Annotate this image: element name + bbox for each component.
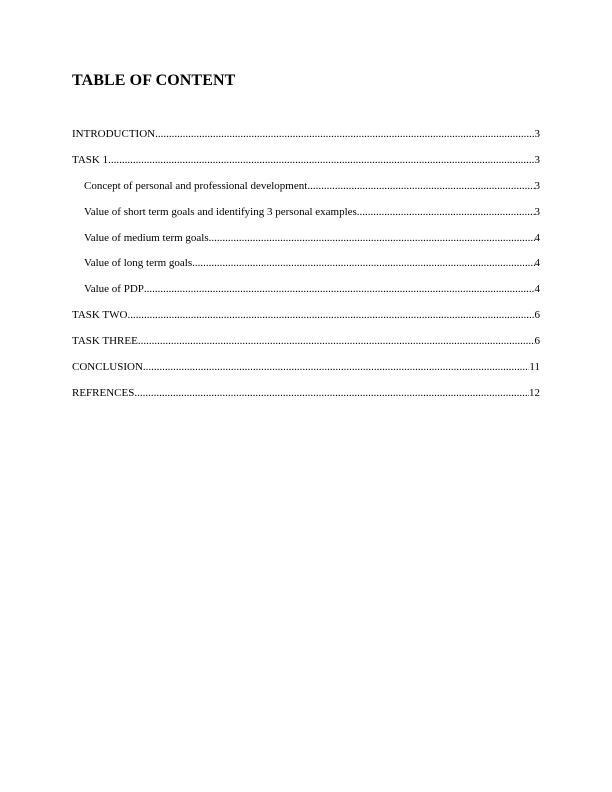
toc-entry-page: 4 — [534, 231, 540, 244]
toc-entry[interactable] — [72, 308, 540, 334]
toc-entry[interactable] — [72, 334, 540, 360]
toc-entry-label: TASK THREE — [72, 335, 138, 348]
toc-entry-page: 6 — [534, 335, 540, 348]
toc-dot-leader — [108, 153, 534, 167]
toc-entry-label: Value of medium term goals — [84, 231, 209, 244]
toc-dot-leader — [138, 334, 535, 348]
toc-entry[interactable] — [72, 282, 540, 308]
toc-entry[interactable] — [72, 127, 540, 153]
toc-entry[interactable] — [72, 179, 540, 205]
toc-entry-page: 3 — [534, 205, 540, 218]
toc-dot-leader — [143, 360, 530, 374]
toc-dot-leader — [144, 282, 535, 296]
toc-dot-leader — [155, 127, 534, 141]
toc-entry-label: Concept of personal and professional development — [84, 179, 308, 192]
toc-entry-page: 4 — [534, 283, 540, 296]
toc-dot-leader — [134, 386, 529, 400]
toc-entry-label: Value of short term goals and identifying 3 personal examples — [84, 205, 357, 218]
toc-entry[interactable] — [72, 231, 540, 257]
toc-dot-leader — [127, 308, 534, 322]
toc-entry[interactable] — [72, 386, 540, 412]
toc-dot-leader — [209, 231, 535, 245]
toc-entry-label: INTRODUCTION — [72, 128, 156, 140]
toc-dot-leader — [307, 179, 534, 193]
toc-heading: TABLE OF CONTENT — [72, 72, 236, 89]
toc-entry-label: Value of long term goals — [84, 257, 193, 270]
toc-entry[interactable] — [72, 153, 540, 179]
toc-entry-page: 12 — [529, 386, 540, 399]
toc-entry-page: 11 — [529, 361, 540, 374]
toc-entry-page: 4 — [534, 257, 540, 270]
toc-entry-label: REFRENCES — [72, 386, 135, 399]
toc-dot-leader — [192, 256, 534, 270]
toc-entry-label: CONCLUSION — [72, 361, 143, 374]
toc-entry-label: TASK TWO — [72, 309, 128, 322]
toc-list — [72, 127, 540, 412]
toc-entry[interactable] — [72, 256, 540, 282]
toc-dot-leader — [357, 205, 535, 219]
toc-entry-label: TASK 1 — [72, 153, 109, 166]
toc-entry-page: 6 — [534, 309, 540, 322]
toc-entry-page: 3 — [534, 153, 540, 166]
toc-entry[interactable] — [72, 360, 540, 386]
toc-entry-page: 3 — [534, 179, 540, 192]
toc-entry-label: Value of PDP — [84, 283, 144, 296]
toc-entry[interactable] — [72, 205, 540, 231]
toc-entry-page: 3 — [534, 128, 540, 140]
